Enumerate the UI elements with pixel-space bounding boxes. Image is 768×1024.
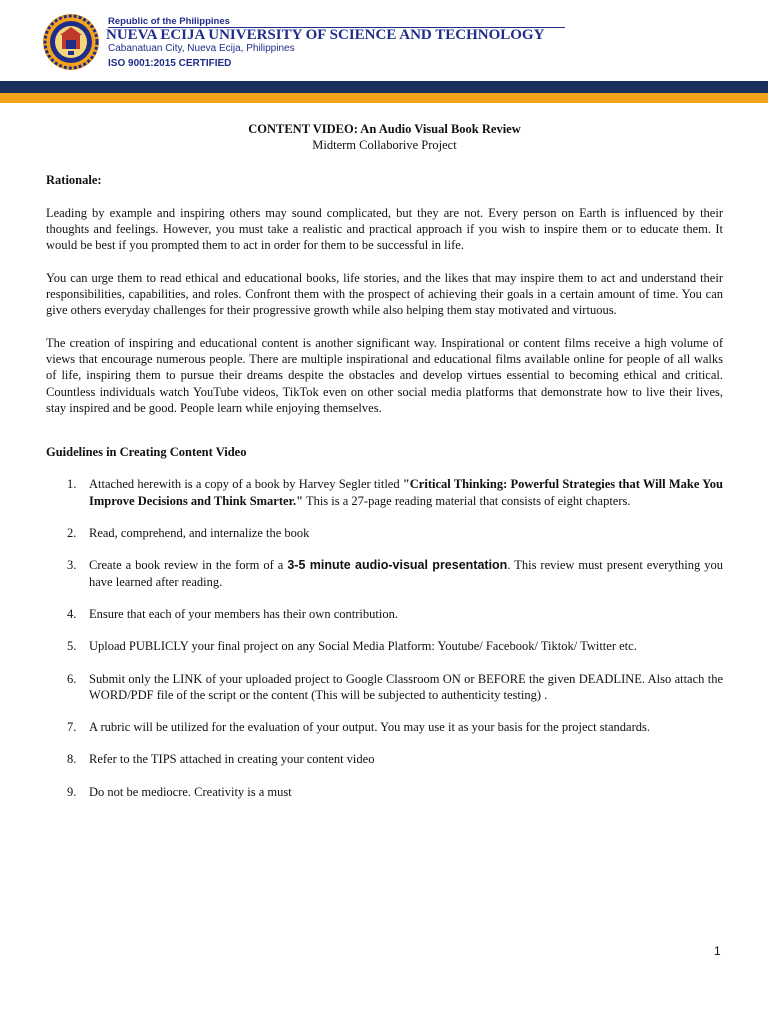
guideline-item: 5. Upload PUBLICLY your final project on any Social Media Platform: Youtube/ Facebook/ Tiktok/ Twitter etc. [67,639,637,654]
header-band-orange [0,93,768,103]
iso-certification: ISO 9001:2015 CERTIFIED [108,58,232,69]
guideline-item: 1. Attached herewith is a copy of a book by Harvey Segler titled "Critical Thinking: Powerful Strategies that Will Make You Improve Decisions and Think Smarter." This is a 27-page reading material that consists of eight chapters. [67,477,724,508]
university-city: Cabanatuan City, Nueva Ecija, Philippines [108,43,295,54]
guideline-item: 8. Refer to the TIPS attached in creating your content video [67,752,375,767]
document-subtitle: Midterm Collaborive Project [312,138,457,153]
page-number: 1 [714,944,721,958]
guideline-item: 7. A rubric will be utilized for the evaluation of your output. You may use it as your basis for the project standards. [67,720,650,735]
guideline-item: 4. Ensure that each of your members has their own contribution. [67,606,398,621]
guideline-item: 9. Do not be mediocre. Creativity is a must [67,784,292,799]
guideline-item: 6. Submit only the LINK of your uploaded project to Google Classroom ON or BEFORE the given DEADLINE. Also attach the WORD/PDF file of the script or the content (This will be subjected to authenticity testing) . [67,671,723,702]
document-body [46,121,723,816]
republic-label: Republic of the Philippines [108,16,230,27]
guidelines-heading: Guidelines in Creating Content Video [46,445,247,460]
guideline-item: 2. Read, comprehend, and internalize the book [67,526,310,541]
rationale-paragraph: Leading by example and inspiring others may sound complicated, but they are not. Every person on Earth is influenced by their thoughts and feelings. However, you must take a realistic and practical approach if you wish to inspire them or to educate them. It would be best if you prompted them to act in order for them to be successful in life. [46,205,723,253]
university-seal-icon [42,13,100,71]
guidelines-list [46,476,723,800]
university-name: NUEVA ECIJA UNIVERSITY OF SCIENCE AND TECHNOLOGY [106,27,545,43]
header-band-blue [0,81,768,93]
guideline-item: 3. Create a book review in the form of a 3-5 minute audio-visual presentation. This review must present everything you have learned after reading. [67,558,723,589]
document-title: CONTENT VIDEO: An Audio Visual Book Review [248,122,521,136]
rationale-paragraph: The creation of inspiring and educational content is another significant way. Inspirational or content films receive a high volume of views that encourage numerous people. There are multiple inspirational and educational films available online for people of all walks of life, inspiring them to pursue their dreams despite the obstacles and develop virtues essential to becoming ethical and critical. Countless individuals watch YouTube videos, TikTok even on other social media platforms that demonstrate how to live their lives, stay inspired and be good. People learn while enjoying themselves. [46,335,723,415]
rationale-paragraph: You can urge them to read ethical and educational books, life stories, and the likes that may inspire them to act and understand their responsibilities, capabilities, and roles. Confront them with the prospect of achieving their goals in a certain amount of time. You can give others everyday challenges for their progressive growth while also helping them stay motivated and virtuous. [46,270,723,318]
letterhead [0,0,768,104]
rationale-heading: Rationale: [46,172,102,187]
